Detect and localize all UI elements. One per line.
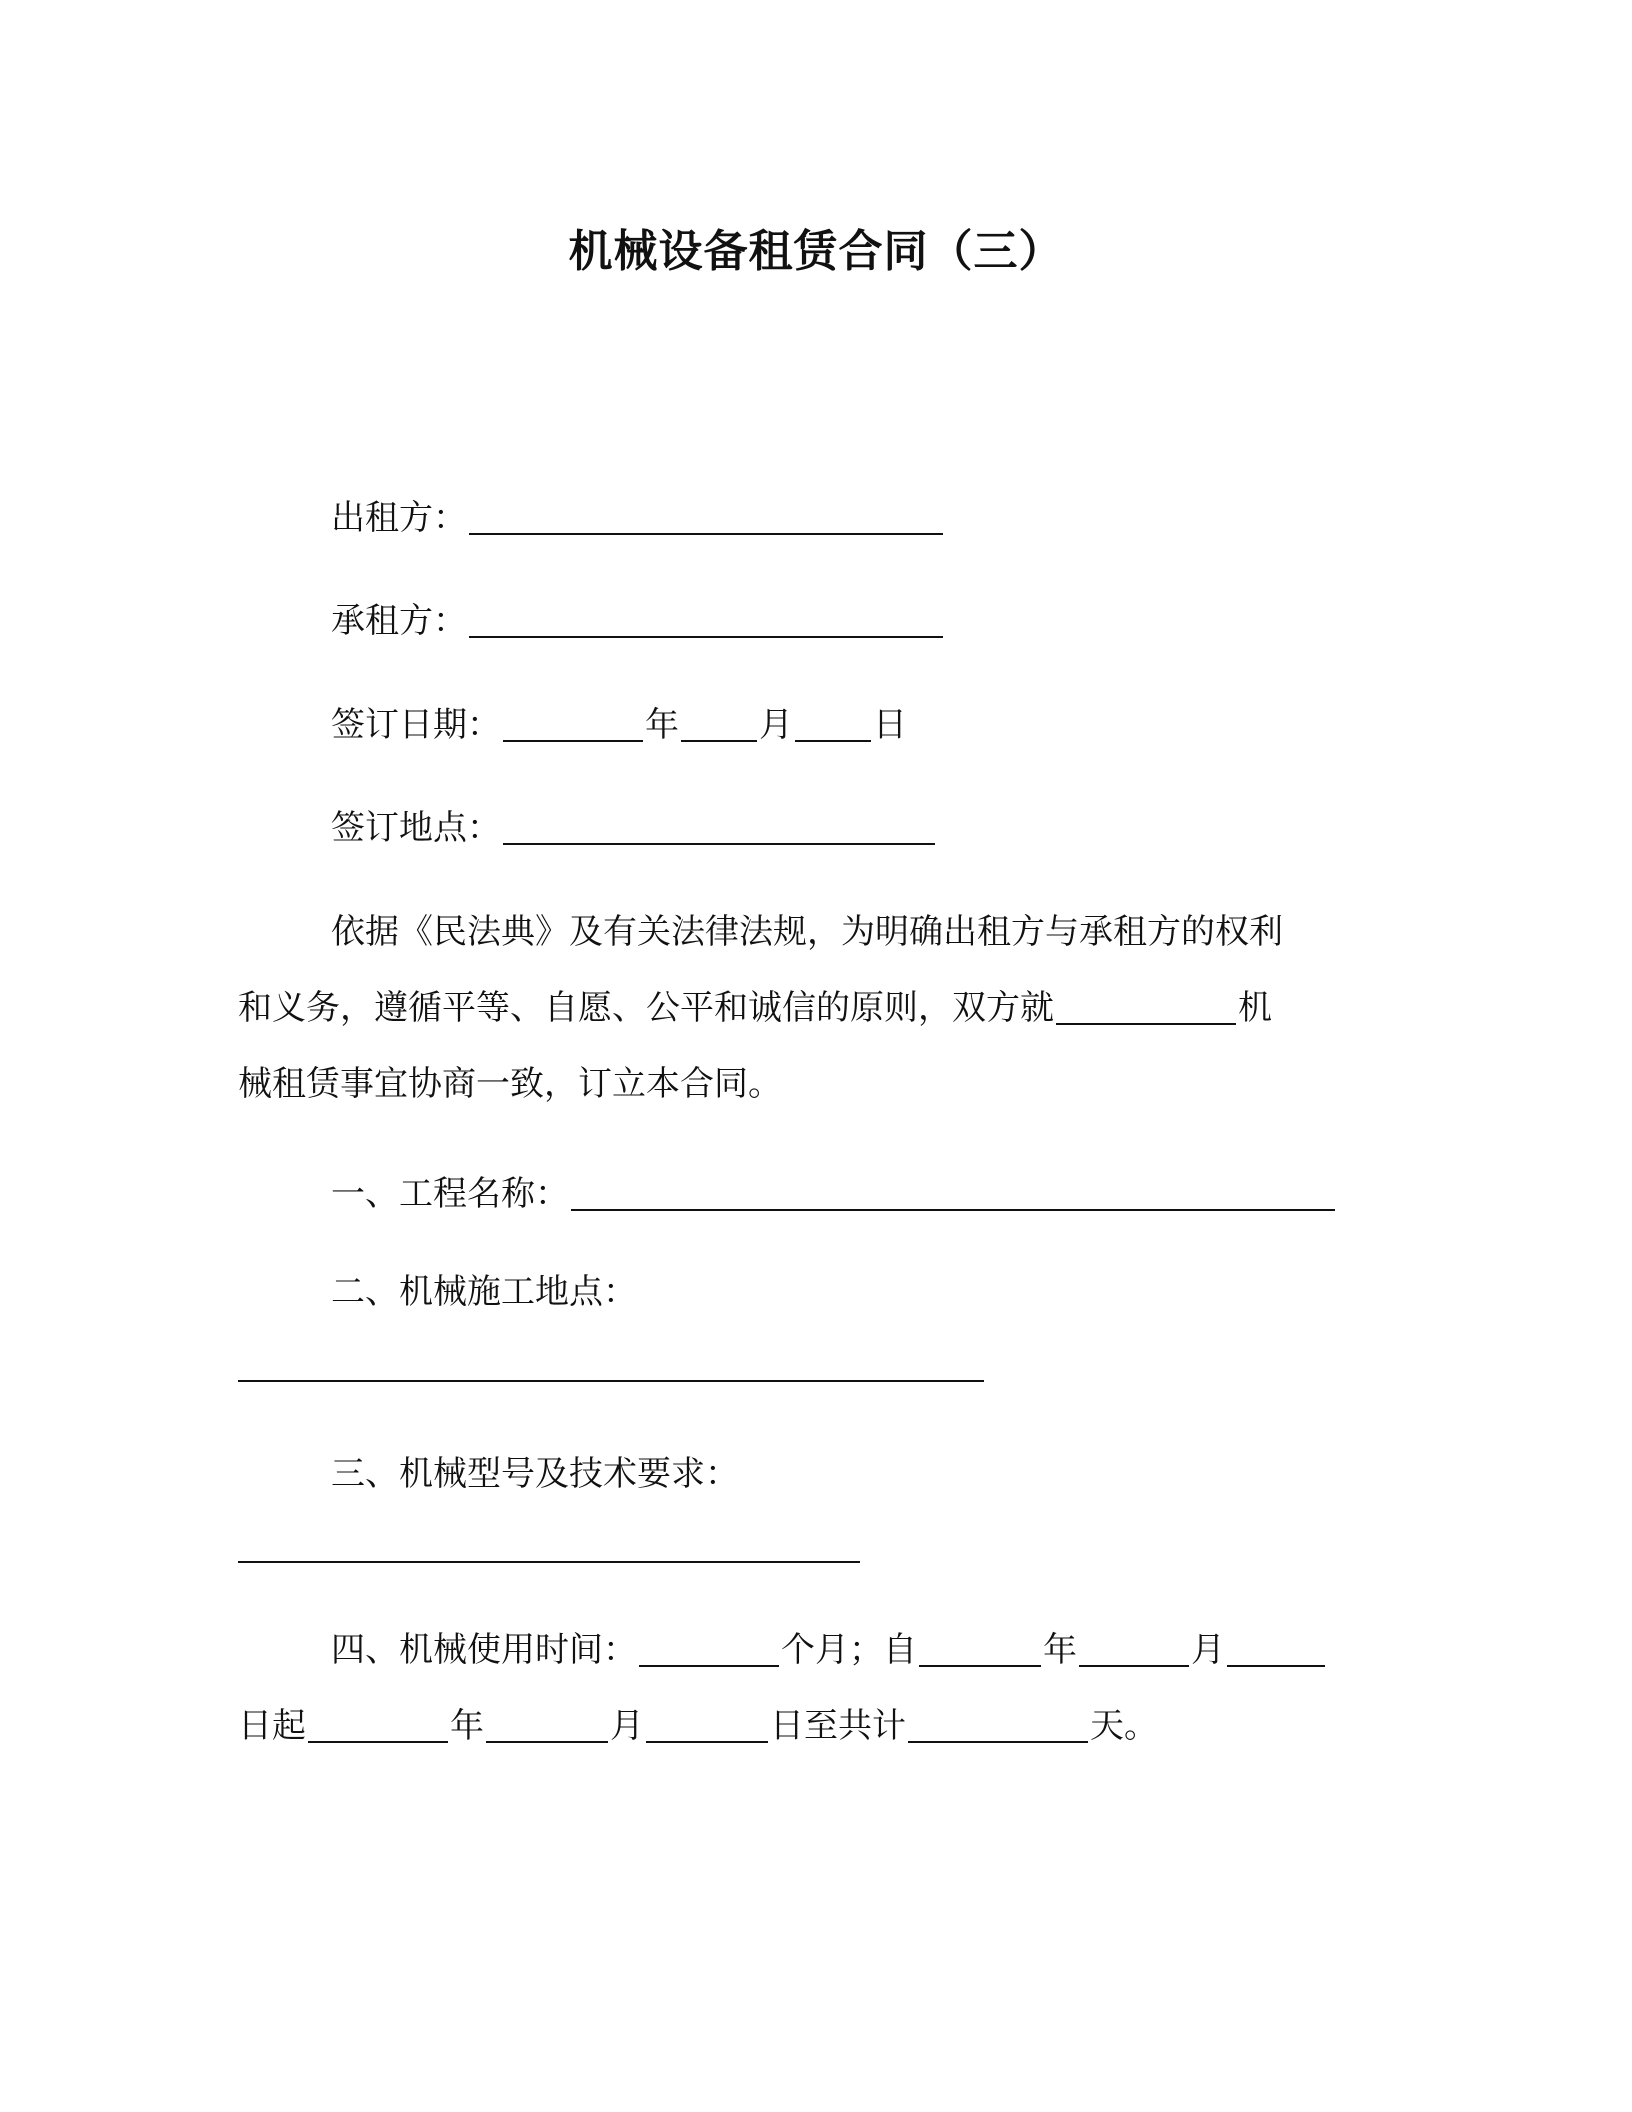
lessor-blank[interactable] (469, 503, 943, 535)
month-label: 月 (759, 705, 793, 745)
usage-months-blank[interactable] (639, 1635, 779, 1667)
section-4-line-2 (238, 1702, 1158, 1750)
year-label: 年 (645, 705, 679, 745)
months-from-label: 个月；自 (781, 1630, 917, 1670)
signing-year-blank[interactable] (503, 710, 643, 742)
end-year-blank[interactable] (308, 1711, 448, 1743)
intro-line-2-end: 机 (1238, 988, 1272, 1028)
start-month-label: 月 (1191, 1630, 1225, 1670)
intro-line-3: 械租赁事宜协商一致，订立本合同。 (238, 1064, 782, 1104)
signing-place-label: 签订地点： (331, 808, 501, 848)
end-year-label: 年 (450, 1706, 484, 1746)
days-end-label: 天。 (1090, 1706, 1158, 1746)
end-day-blank[interactable] (646, 1711, 768, 1743)
start-year-blank[interactable] (919, 1635, 1041, 1667)
project-name-blank[interactable] (571, 1179, 1335, 1211)
section-3-line: 三、机械型号及技术要求： (331, 1454, 739, 1494)
signing-date-label: 签订日期： (331, 705, 501, 745)
signing-date-line (331, 701, 907, 749)
intro-line-2-text: 和义务，遵循平等、自愿、公平和诚信的原则，双方就 (238, 988, 1054, 1028)
section-2-line: 二、机械施工地点： (331, 1272, 637, 1312)
start-day-blank[interactable] (1227, 1635, 1325, 1667)
section-4-line-1 (331, 1626, 1327, 1674)
lessee-blank[interactable] (469, 606, 943, 638)
intro-line-1: 依据《民法典》及有关法律法规，为明确出租方与承租方的权利 (331, 912, 1283, 952)
signing-day-blank[interactable] (795, 710, 871, 742)
signing-month-blank[interactable] (681, 710, 757, 742)
machine-model-blank[interactable] (238, 1561, 860, 1563)
machine-blank[interactable] (1056, 993, 1236, 1025)
start-month-blank[interactable] (1079, 1635, 1189, 1667)
day-label: 日 (873, 705, 907, 745)
intro-line-2 (238, 984, 1272, 1032)
lessor-label: 出租方： (331, 498, 467, 538)
section-1-label: 一、工程名称： (331, 1174, 569, 1214)
start-day-label: 日起 (238, 1706, 306, 1746)
end-month-blank[interactable] (486, 1711, 608, 1743)
signing-place-line (331, 804, 937, 852)
section-4-label: 四、机械使用时间： (331, 1630, 637, 1670)
lessee-line (331, 597, 945, 645)
total-days-blank[interactable] (908, 1711, 1088, 1743)
end-month-label: 月 (610, 1706, 644, 1746)
construction-site-blank[interactable] (238, 1380, 984, 1382)
end-day-total-label: 日至共计 (770, 1706, 906, 1746)
start-year-label: 年 (1043, 1630, 1077, 1670)
document-title: 机械设备租赁合同（三） (568, 226, 1064, 277)
section-1-line (331, 1170, 1337, 1218)
lessor-line (331, 494, 945, 542)
signing-place-blank[interactable] (503, 813, 935, 845)
lessee-label: 承租方： (331, 601, 467, 641)
